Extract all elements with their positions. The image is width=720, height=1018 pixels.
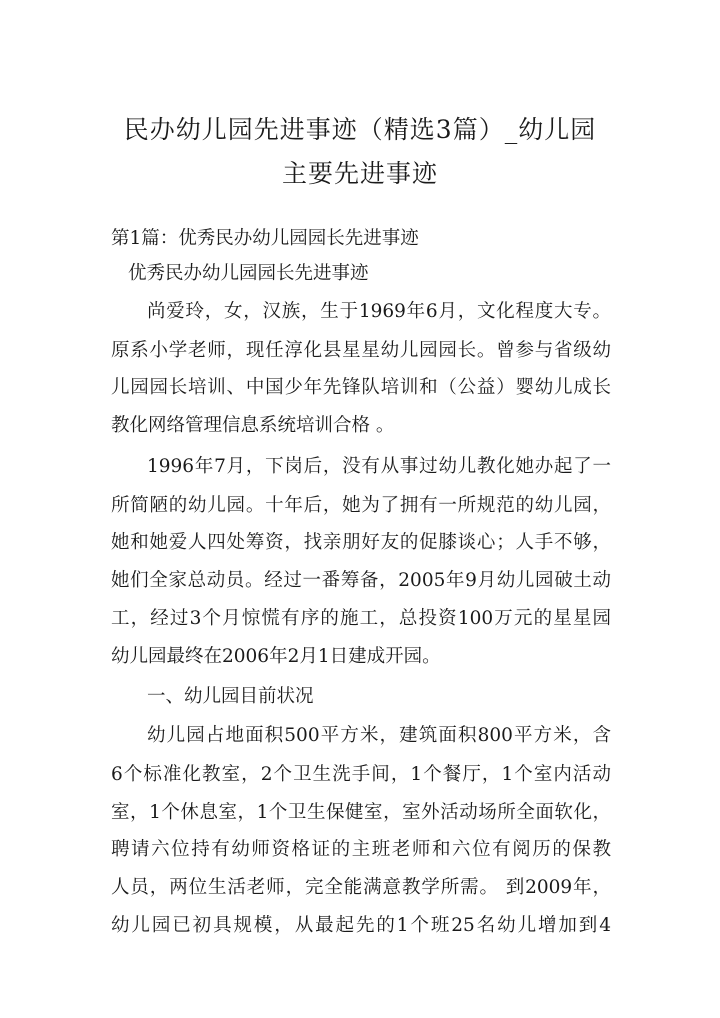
document-title-line-1: 民办幼儿园先进事迹（精选3篇）_幼儿园 — [123, 115, 597, 144]
paragraph-2-line-2: 所简陋的幼儿园。十年后，她为了拥有一所规范的幼儿园， — [111, 495, 611, 516]
paragraph-1-line-2: 原系小学老师，现任淳化县星星幼儿园园长。曾参与省级幼 — [111, 340, 611, 361]
paragraph-3-line-5: 人员，两位生活老师，完全能满意教学所需。 到2009年， — [111, 877, 611, 898]
document-title-line-2: 主要先进事迹 — [281, 159, 438, 188]
section-1-heading: 一、幼儿园目前状况 — [147, 686, 314, 707]
paragraph-3-line-1: 幼儿园占地面积500平方米，建筑面积800平方米，含 — [147, 725, 611, 746]
paragraph-2-line-4: 她们全家总动员。经过一番筹备，2005年9月幼儿园破土动 — [111, 570, 611, 591]
paragraph-1-line-3: 儿园园长培训、中国少年先锋队培训和（公益）婴幼儿成长 — [111, 377, 611, 398]
paragraph-1-line-1: 尚爱玲，女，汉族，生于1969年6月，文化程度大专。 — [147, 301, 611, 322]
paragraph-1-line-4: 教化网络管理信息系统培训合格 。 — [111, 415, 395, 436]
paragraph-2-line-3: 她和她爱人四处筹资，找亲朋好友的促膝谈心；人手不够， — [111, 532, 611, 553]
paragraph-3-line-4: 聘请六位持有幼师资格证的主班老师和六位有阅历的保教 — [111, 839, 611, 860]
paragraph-3-line-2: 6个标准化教室，2个卫生洗手间，1个餐厅，1个室内活动 — [111, 764, 611, 785]
paragraph-2-line-5: 工，经过3个月惊慌有序的施工，总投资100万元的星星园 — [111, 608, 611, 629]
paragraph-2-line-6: 幼儿园最终在2006年2月1日建成开园。 — [111, 646, 441, 667]
paragraph-2-line-1: 1996年7月，下岗后，没有从事过幼儿教化她办起了一 — [147, 456, 611, 477]
paragraph-3-line-6: 幼儿园已初具规模，从最起先的1个班25名幼儿增加到4 — [111, 915, 611, 936]
section-heading: 第1篇：优秀民办幼儿园园长先进事迹 — [111, 228, 419, 249]
paragraph-3-line-3: 室，1个休息室，1个卫生保健室，室外活动场所全面软化， — [111, 802, 611, 823]
article-subtitle: 优秀民办幼儿园园长先进事迹 — [128, 263, 369, 284]
